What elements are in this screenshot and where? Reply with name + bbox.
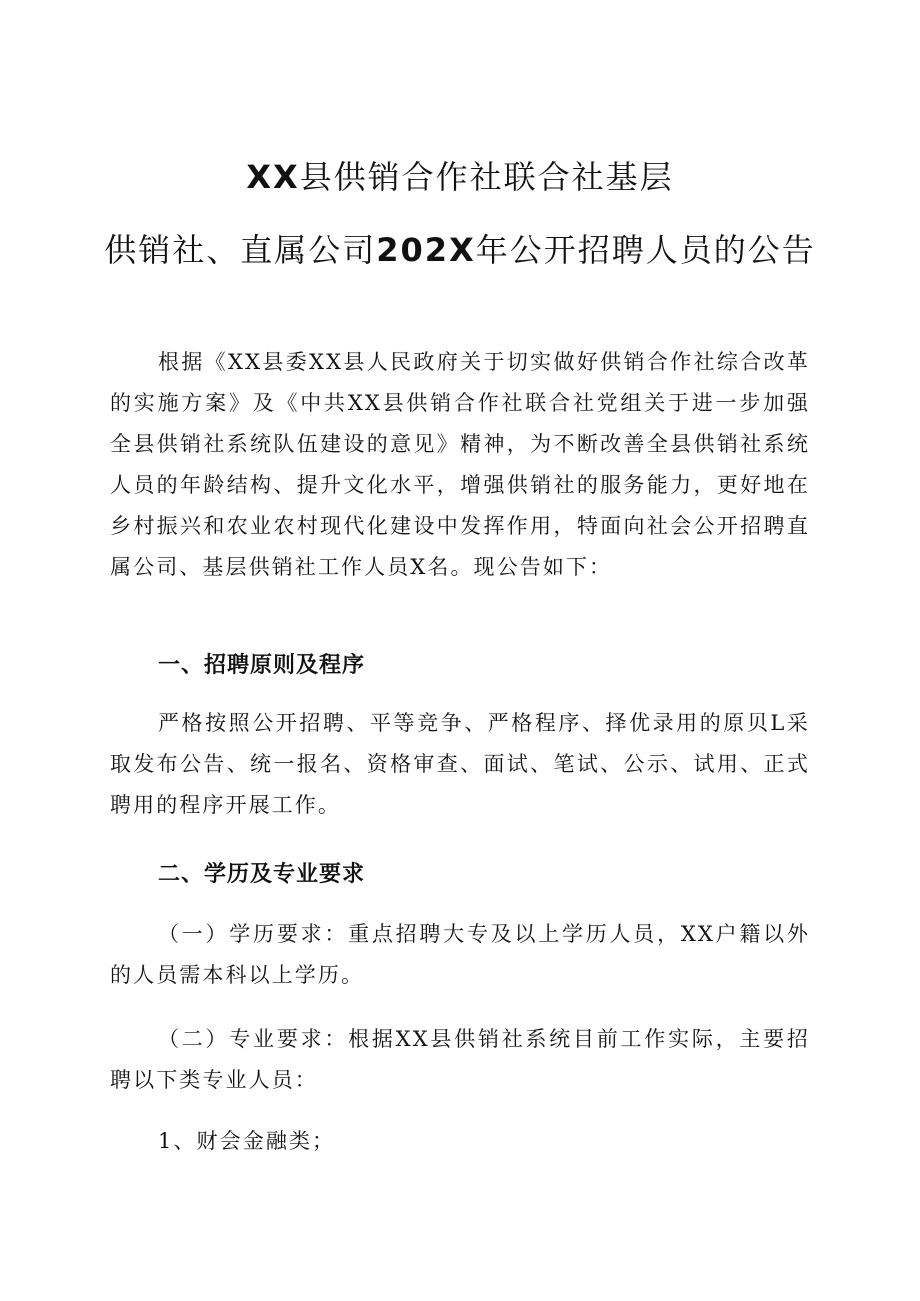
section-heading-requirements: 二、学历及专业要求: [158, 862, 366, 887]
title-line-2-suffix: 年公开招聘人员的公告: [475, 231, 816, 269]
title-county-name: XX: [246, 158, 300, 196]
title-line-1-text: 县供销合作社联合社基层: [299, 158, 674, 196]
document-title-line-1: [0, 152, 920, 198]
education-requirement-paragraph: （一）学历要求：重点招聘大专及以上学历人员，XX户籍以外的人员需本科以上学历。: [110, 922, 810, 987]
section-heading-principles: 一、招聘原则及程序: [158, 653, 366, 678]
title-line-2-prefix: 供销社、直属公司: [104, 231, 377, 269]
intro-paragraph: 根据《XX县委XX县人民政府关于切实做好供销合作社综合改革的实施方案》及《中共XX县供销合作社联合社党组关于进一步加强全县供销社系统队伍建设的意见》精神，为不断改善全县供销社系统人员的年龄结构、提升文化水平，增强供销社的服务能力，更好地在乡村振兴和农业农村现代化建设中发挥作用，特面向社会公开招聘直属公司、基层供销社工作人员X名。现公告如下：: [110, 350, 810, 579]
document-title-line-2: [0, 225, 920, 271]
principles-paragraph: 严格按照公开招聘、平等竞争、严格程序、择优录用的原贝L采取发布公告、统一报名、资格审查、面试、笔试、公示、试用、正式聘用的程序开展工作。: [110, 711, 810, 817]
major-requirement-paragraph: （二）专业要求：根据XX县供销社系统目前工作实际，主要招聘以下类专业人员：: [110, 1027, 810, 1092]
list-item: 1、财会金融类；: [158, 1129, 336, 1153]
title-year: 202X: [376, 231, 476, 269]
